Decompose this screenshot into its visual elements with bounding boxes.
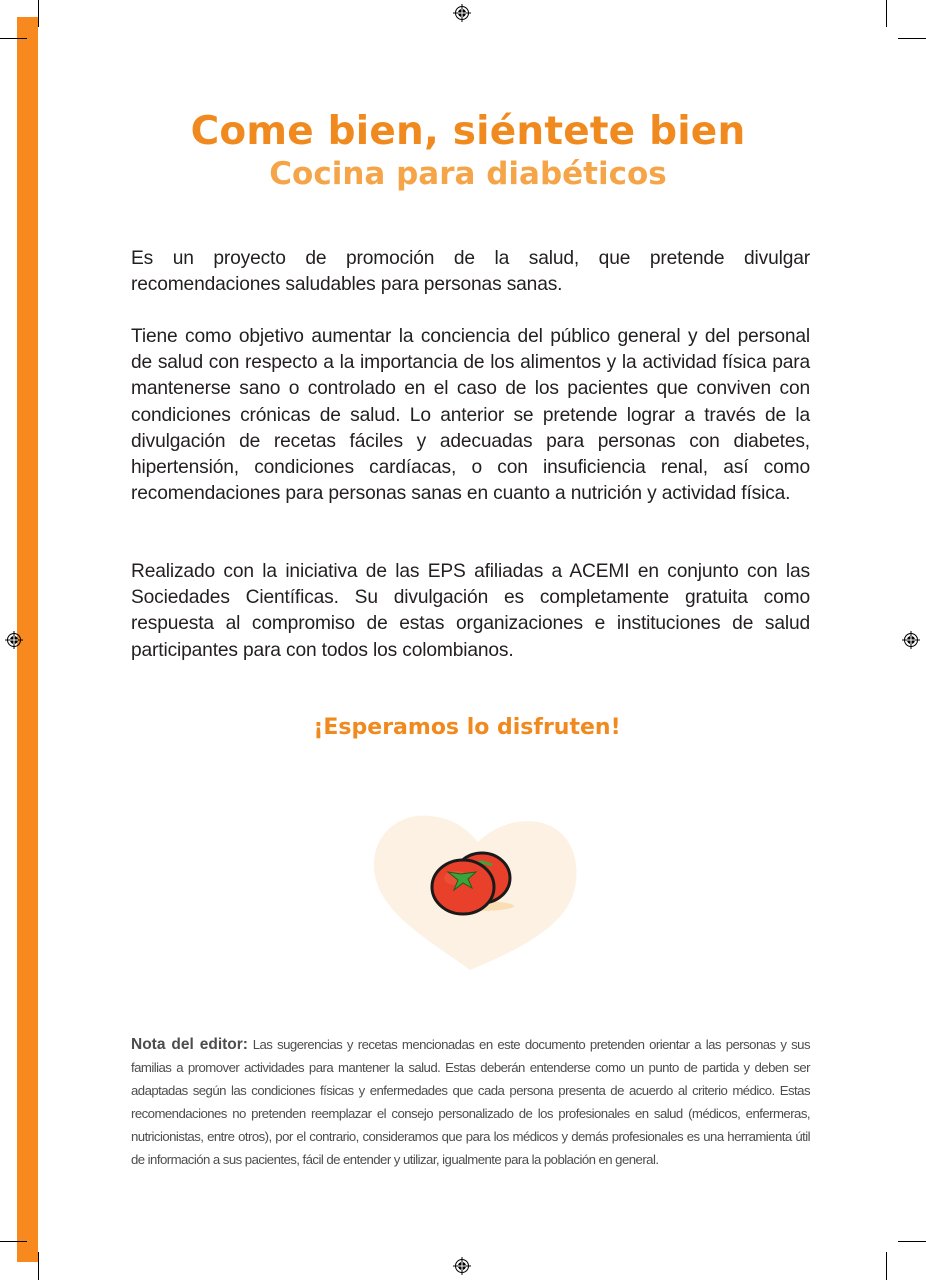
crop-mark-icon	[38, 0, 39, 27]
credits-paragraph: Realizado con la iniciativa de las EPS afiliadas a ACEMI en conjunto con las Sociedades Científicas. Su divulgación es completamente gratuita como respuesta al compromiso de estas organizaciones e instituciones de salud participantes para con todos los colombianos.	[131, 561, 810, 661]
crop-mark-icon	[0, 38, 27, 39]
title-block	[0, 108, 926, 192]
crop-mark-icon	[38, 1252, 39, 1280]
closing-message: ¡Esperamos lo disfruten!	[313, 715, 621, 740]
page-title: Come bien, siéntete bien	[190, 109, 746, 154]
intro-paragraph: Es un proyecto de promoción de la salud, que pretende divulgar recomendaciones saludables para personas sanas.	[131, 248, 810, 296]
editor-note-text: Las sugerencias y recetas mencionadas en este documento pretenden orientar a las personas y sus familias a promover actividades para mantener la salud. Estas deberán entenderse como un punto de partida y deben ser adaptadas según las condiciones físicas y enfermedades que cada persona presenta de acuerdo al criterio médico. Estas recomendaciones no pretenden reemplazar el consejo personalizado de los profesionales en salud (médicos, enfermeras, nutricionistas, entre otros), por el contrario, consideramos que para los médicos y demás profesionales es una herramienta útil de información a sus pacientes, fácil de entender y utilizar, igualmente para la población en general.	[131, 1037, 810, 1167]
editor-note-label: Nota del editor:	[131, 1036, 248, 1053]
crop-mark-icon	[898, 1241, 926, 1242]
crop-mark-icon	[898, 38, 926, 39]
registration-target-icon	[902, 631, 920, 649]
registration-target-icon	[453, 1257, 471, 1275]
crop-mark-icon	[886, 1252, 887, 1280]
registration-target-icon	[5, 631, 23, 649]
tomatoes-in-heart-icon	[368, 806, 582, 974]
registration-target-icon	[453, 4, 471, 22]
objective-paragraph: Tiene como objetivo aumentar la conciencia del público general y del personal de salud con respecto a la importancia de los alimentos y la actividad física para mantenerse sano o controlado en el caso de los pacientes que conviven con condiciones crónicas de salud. Lo anterior se pretende lograr a través de la divulgación de recetas fáciles y adecuadas para personas con diabetes, hipertensión, condiciones cardíacas, o con insuficiencia renal, así como recomendaciones para personas sanas en cuanto a nutrición y actividad física.	[131, 326, 810, 505]
crop-mark-icon	[0, 1241, 27, 1242]
editor-note	[131, 1033, 810, 1171]
page-subtitle: Cocina para diabéticos	[269, 156, 667, 192]
crop-mark-icon	[886, 0, 887, 27]
